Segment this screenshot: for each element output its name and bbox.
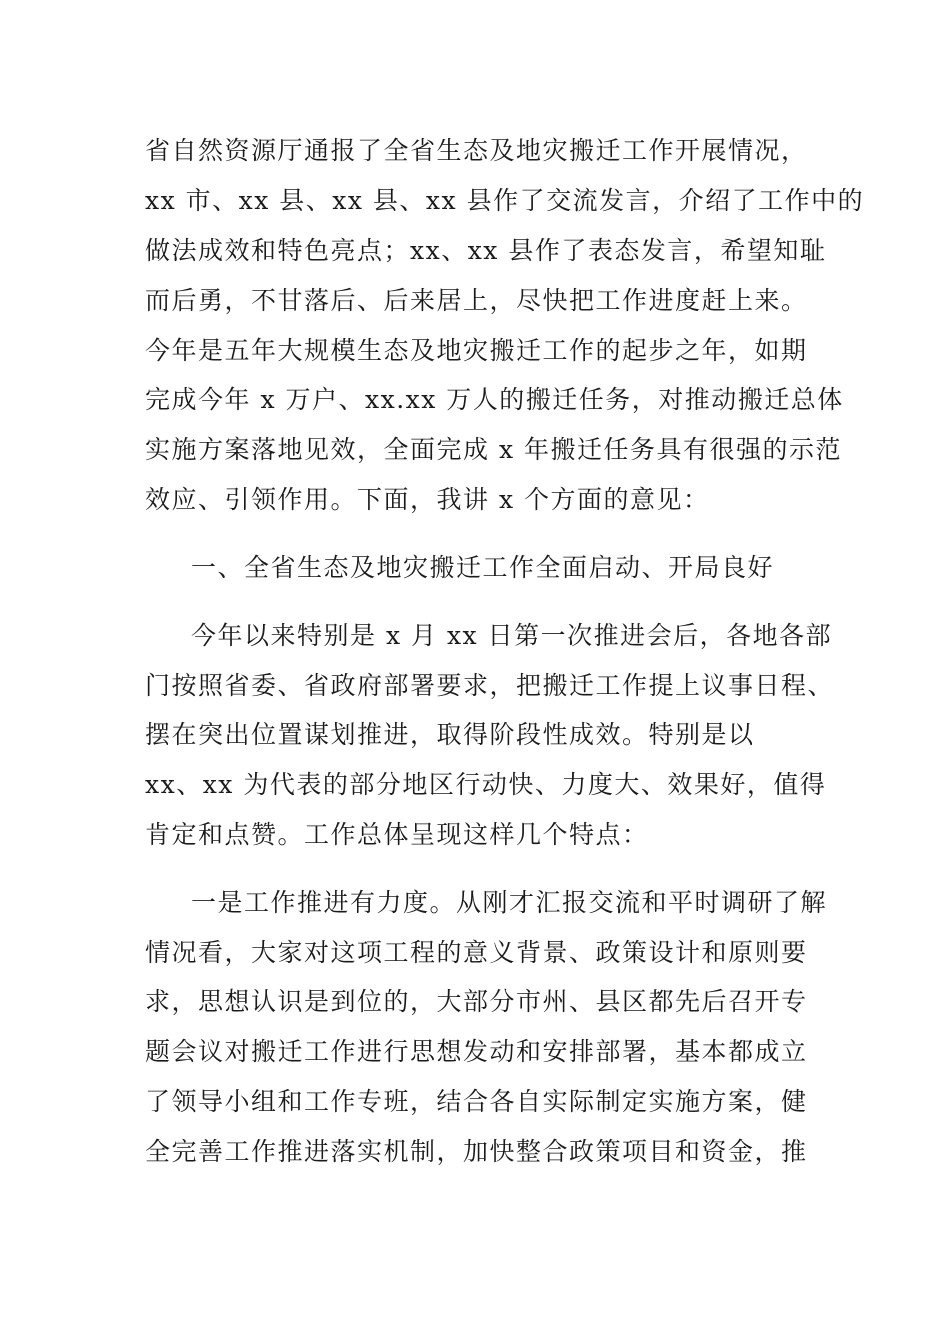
paragraph-4-line-5: 了领导小组和工作专班，结合各自实际制定实施方案，健 — [145, 1087, 808, 1116]
paragraph-1-line-4: 而后勇，不甘落后、后来居上，尽快把工作进度赶上来。 — [145, 286, 808, 315]
paragraph-3-line-1: 今年以来特别是 x 月 xx 日第一次推进会后，各地各部 — [191, 621, 833, 650]
paragraph-1-line-7: 实施方案落地见效，全面完成 x 年搬迁任务具有很强的示范 — [145, 435, 842, 464]
paragraph-3-line-4: xx、xx 为代表的部分地区行动快、力度大、效果好，值得 — [145, 770, 827, 799]
paragraph-3-line-2: 门按照省委、省政府部署要求，把搬迁工作提上议事日程、 — [145, 671, 835, 700]
paragraph-3-line-5: 肯定和点赞。工作总体呈现这样几个特点： — [145, 820, 649, 849]
paragraph-4-line-1: 一是工作推进有力度。从刚才汇报交流和平时调研了解 — [191, 888, 828, 917]
paragraph-4-line-4: 题会议对搬迁工作进行思想发动和安排部署，基本都成立 — [145, 1037, 808, 1066]
paragraph-1-line-6: 完成今年 x 万户、xx.xx 万人的搬迁任务，对推动搬迁总体 — [145, 385, 844, 414]
paragraph-1-line-1: 省自然资源厅通报了全省生态及地灾搬迁工作开展情况， — [145, 136, 808, 165]
paragraph-1-line-8: 效应、引领作用。下面，我讲 x 个方面的意见： — [145, 485, 710, 514]
paragraph-1-line-3: 做法成效和特色亮点；xx、xx 县作了表态发言，希望知耻 — [145, 236, 827, 265]
paragraph-1-line-2: xx 市、xx 县、xx 县、xx 县作了交流发言，介绍了工作中的 — [145, 186, 865, 215]
paragraph-3-line-3: 摆在突出位置谋划推进，取得阶段性成效。特别是以 — [145, 720, 755, 749]
paragraph-4-line-2: 情况看，大家对这项工程的意义背景、政策设计和原则要 — [145, 938, 808, 967]
paragraph-4-line-3: 求，思想认识是到位的，大部分市州、县区都先后召开专 — [145, 987, 808, 1016]
paragraph-4-line-6: 全完善工作推进落实机制，加快整合政策项目和资金，推 — [145, 1137, 808, 1166]
section-heading-1: 一、全省生态及地灾搬迁工作全面启动、开局良好 — [191, 553, 775, 582]
paragraph-1-line-5: 今年是五年大规模生态及地灾搬迁工作的起步之年，如期 — [145, 336, 808, 365]
